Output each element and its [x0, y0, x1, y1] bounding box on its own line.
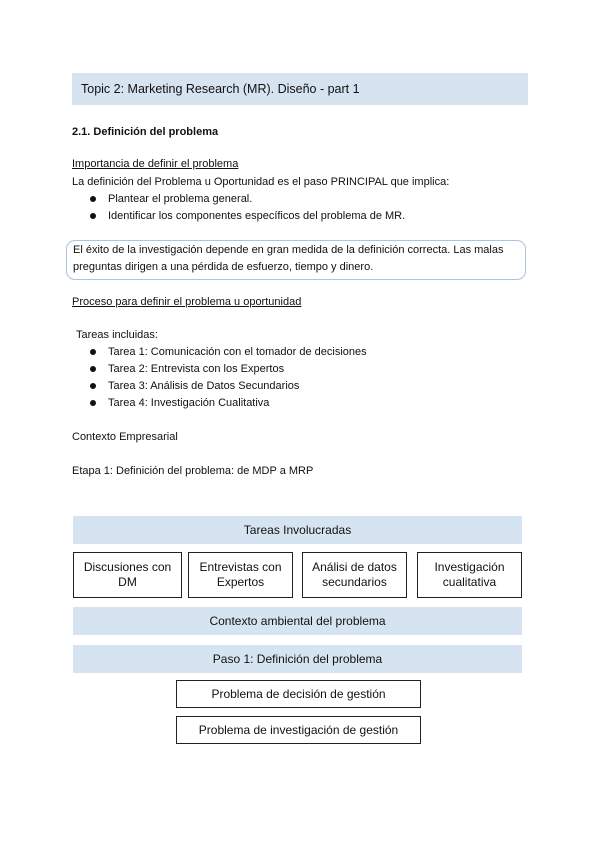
list-item: Plantear el problema general. — [88, 191, 405, 208]
importance-heading: Importancia de definir el problema — [72, 158, 239, 170]
list-item: Tarea 4: Investigación Cualitativa — [88, 395, 367, 412]
stage-label: Etapa 1: Definición del problema: de MDP a MRP — [72, 465, 314, 477]
list-item: Tarea 1: Comunicación con el tomador de decisiones — [88, 344, 367, 361]
bullet-icon — [90, 196, 96, 202]
diagram-tasks-band: Tareas Involucradas — [73, 516, 522, 544]
callout-box — [66, 240, 526, 280]
bullet-icon — [90, 400, 96, 406]
diagram-step-band: Paso 1: Definición del problema — [73, 645, 522, 673]
importance-intro: La definición del Problema u Oportunidad es el paso PRINCIPAL que implica: — [72, 176, 450, 188]
diagram-research-problem-box: Problema de investigación de gestión — [176, 716, 421, 744]
tasks-intro: Tareas incluidas: — [76, 329, 158, 341]
list-item: Tarea 3: Análisis de Datos Secundarios — [88, 378, 367, 395]
diagram-decision-problem-box: Problema de decisión de gestión — [176, 680, 421, 708]
bullet-icon — [90, 383, 96, 389]
list-item: Identificar los componentes específicos del problema de MR. — [88, 208, 405, 225]
diagram-box-qualitative: Investigación cualitativa — [417, 552, 522, 598]
section-heading: 2.1. Definición del problema — [72, 126, 219, 138]
callout-line: El éxito de la investigación depende en gran medida de la definición correcta. Las malas — [73, 244, 504, 256]
bullet-icon — [90, 366, 96, 372]
diagram-box-interviews: Entrevistas con Expertos — [188, 552, 293, 598]
diagram-context-band: Contexto ambiental del problema — [73, 607, 522, 635]
bullet-icon — [90, 213, 96, 219]
importance-bullet-list — [88, 191, 405, 225]
bullet-icon — [90, 349, 96, 355]
topic-header — [72, 73, 528, 105]
context-label: Contexto Empresarial — [72, 431, 178, 443]
diagram-box-discussions: Discusiones con DM — [73, 552, 182, 598]
process-heading: Proceso para definir el problema u oportunidad — [72, 296, 302, 308]
tasks-bullet-list — [88, 344, 367, 412]
diagram-box-secondary-data: Análisi de datos secundarios — [302, 552, 407, 598]
list-item: Tarea 2: Entrevista con los Expertos — [88, 361, 367, 378]
callout-line: preguntas dirigen a una pérdida de esfuerzo, tiempo y dinero. — [73, 261, 374, 273]
topic-title: Topic 2: Marketing Research (MR). Diseño - part 1 — [81, 82, 360, 96]
